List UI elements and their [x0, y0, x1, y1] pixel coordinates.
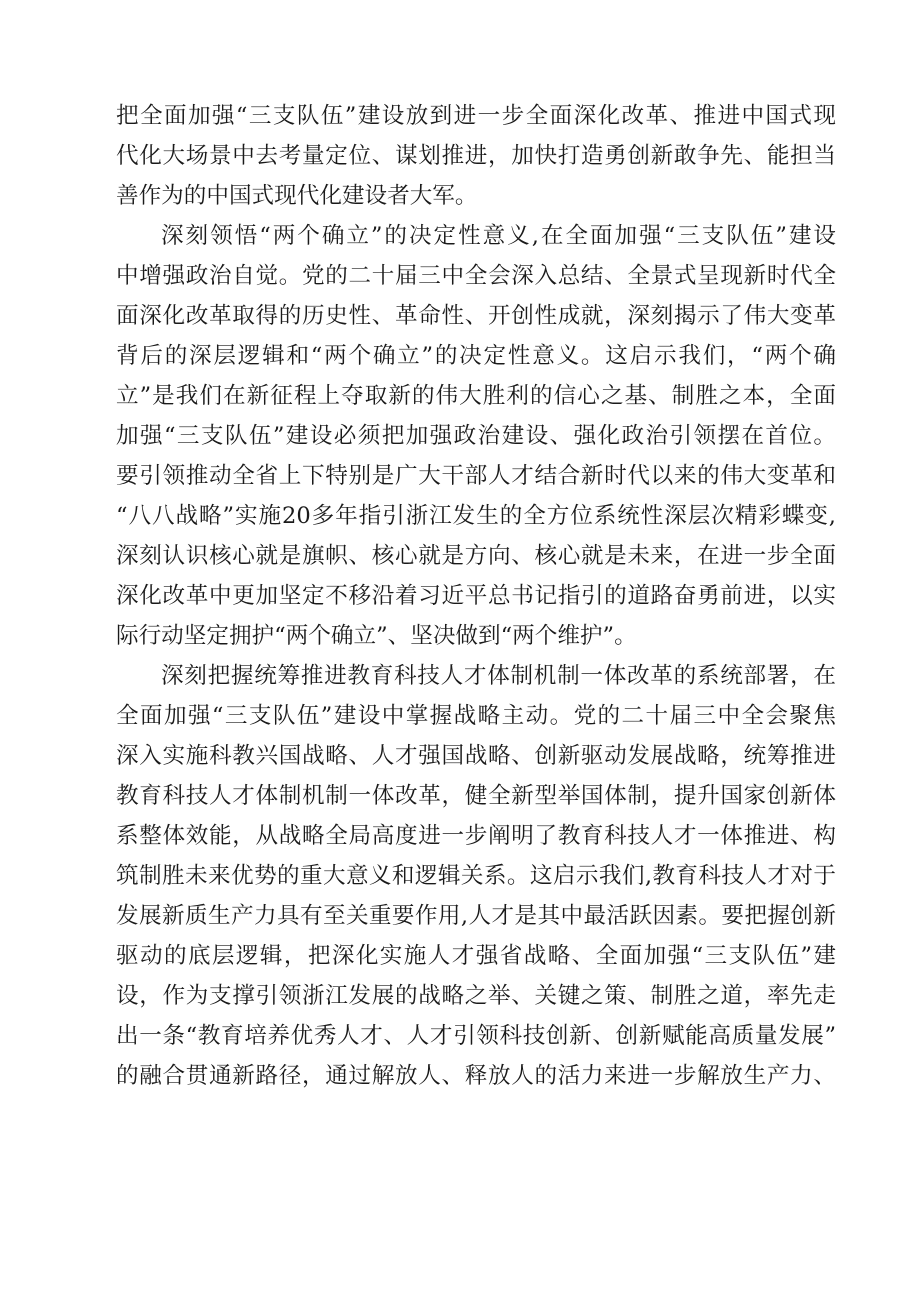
paragraph-3-line-11: 的融合贯通新路径，通过解放人、释放人的活力来进一步解放生产力、 [116, 1063, 836, 1089]
paragraph-1-line-1: 把全面加强“三支队伍”建设放到进一步全面深化改革、推进中国式现 [116, 103, 836, 129]
paragraph-2-line-6: 加强“三支队伍”建设必须把加强政治建设、强化政治引领摆在首位。 [116, 423, 836, 449]
document-body [116, 96, 836, 1096]
paragraph-3-line-10: 出一条“教育培养优秀人才、人才引领科技创新、创新赋能高质量发展” [116, 1023, 836, 1049]
paragraph-3-line-3: 深入实施科教兴国战略、人才强国战略、创新驱动发展战略，统筹推进 [116, 743, 836, 769]
paragraph-2-line-3: 面深化改革取得的历史性、革命性、开创性成就，深刻揭示了伟大变革 [116, 303, 836, 329]
paragraph-2-line-7: 要引领推动全省上下特别是广大干部人才结合新时代以来的伟大变革和 [116, 463, 836, 489]
paragraph-1-line-2: 代化大场景中去考量定位、谋划推进，加快打造勇创新敢争先、能担当 [116, 143, 836, 169]
paragraph-3-line-4: 教育科技人才体制机制一体改革，健全新型举国体制，提升国家创新体 [116, 783, 836, 809]
paragraph-1-line-3: 善作为的中国式现代化建设者大军。 [116, 183, 478, 209]
paragraph-2-line-10: 深化改革中更加坚定不移沿着习近平总书记指引的道路奋勇前进，以实 [116, 583, 836, 609]
paragraph-3-line-9: 设，作为支撑引领浙江发展的战略之举、关键之策、制胜之道，率先走 [116, 983, 836, 1009]
paragraph-2-line-2: 中增强政治自觉。党的二十届三中全会深入总结、全景式呈现新时代全 [116, 263, 836, 289]
paragraph-3-line-1: 深刻把握统筹推进教育科技人才体制机制一体改革的系统部署，在 [161, 663, 836, 689]
paragraph-3-line-8: 驱动的底层逻辑，把深化实施人才强省战略、全面加强“三支队伍”建 [116, 943, 836, 969]
paragraph-2-line-9: 深刻认识核心就是旗帜、核心就是方向、核心就是未来，在进一步全面 [116, 543, 836, 569]
paragraph-2-line-11: 际行动坚定拥护“两个确立”、坚决做到“两个维护”。 [116, 623, 637, 649]
paragraph-2-line-4: 背后的深层逻辑和“两个确立”的决定性意义。这启示我们，“两个确 [116, 343, 836, 369]
paragraph-3-line-7: 发展新质生产力具有至关重要作用,人才是其中最活跃因素。要把握创新 [116, 903, 836, 929]
paragraph-2-line-5: 立”是我们在新征程上夺取新的伟大胜利的信心之基、制胜之本，全面 [116, 383, 836, 409]
paragraph-2-line-8: “八八战略”实施20多年指引浙江发生的全方位系统性深层次精彩蝶变, [116, 503, 836, 529]
paragraph-3-line-5: 系整体效能，从战略全局高度进一步阐明了教育科技人才一体推进、构 [116, 823, 836, 849]
paragraph-2-line-1: 深刻领悟“两个确立”的决定性意义,在全面加强“三支队伍”建设 [161, 223, 836, 249]
paragraph-3-line-6: 筑制胜未来优势的重大意义和逻辑关系。这启示我们,教育科技人才对于 [116, 863, 836, 889]
paragraph-3-line-2: 全面加强“三支队伍”建设中掌握战略主动。党的二十届三中全会聚焦 [116, 703, 836, 729]
